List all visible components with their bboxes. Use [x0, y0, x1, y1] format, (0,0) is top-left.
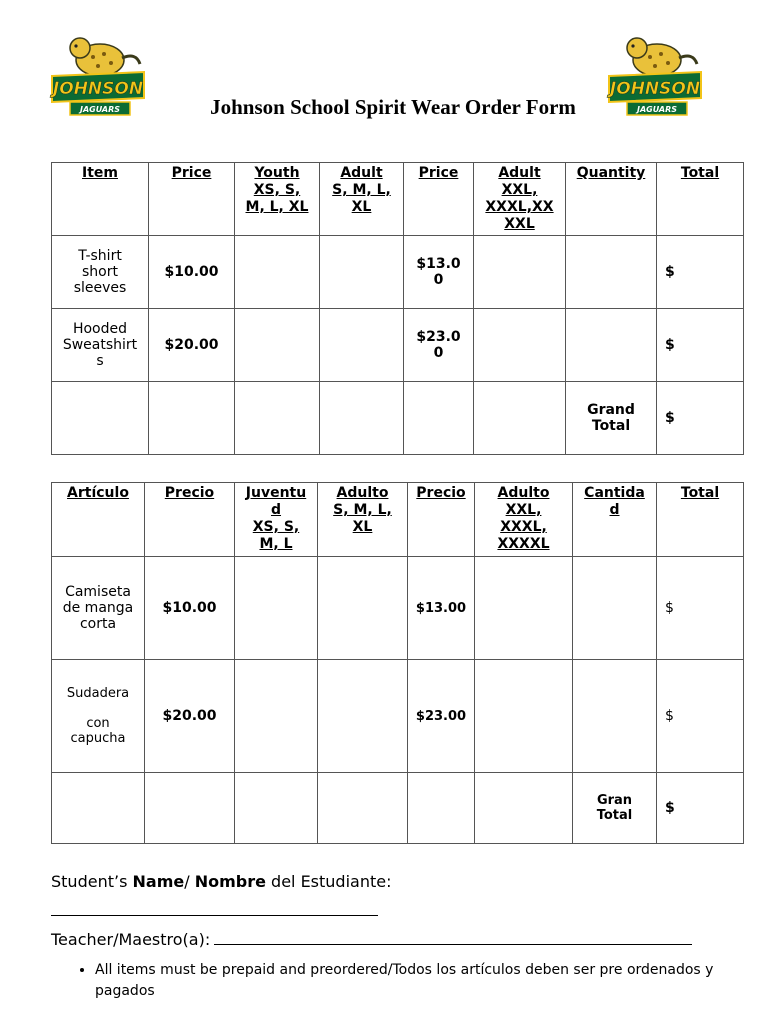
empty-cell — [52, 773, 145, 844]
order-table-english — [51, 162, 744, 455]
notes-list — [73, 960, 735, 1002]
empty-cell — [235, 773, 318, 844]
item-price-large: $23.0 0 — [404, 309, 474, 382]
table-row — [52, 309, 744, 382]
header-youth-sizes: Youth XS, S, M, L, XL — [235, 163, 320, 236]
student-label-prefix: Student’s — [51, 872, 133, 891]
grand-total-value[interactable]: $ — [657, 773, 744, 844]
header-total: Total — [657, 163, 744, 236]
table-header-row — [52, 163, 744, 236]
grand-total-row — [52, 773, 744, 844]
table-row — [52, 660, 744, 773]
student-label-slash: / — [184, 872, 195, 891]
quantity-cell[interactable] — [573, 660, 657, 773]
header-item: Item — [52, 163, 149, 236]
total-cell[interactable]: $ — [657, 236, 744, 309]
grand-total-label: Grand Total — [566, 382, 657, 455]
empty-cell — [404, 382, 474, 455]
empty-cell — [320, 382, 404, 455]
header-quantity: Cantida d — [573, 483, 657, 557]
item-name: T-shirt short sleeves — [52, 236, 149, 309]
item-name: Camiseta de manga corta — [52, 557, 145, 660]
logo-text-bottom: JAGUARS — [80, 105, 120, 114]
grand-total-row — [52, 382, 744, 455]
header-price: Price — [149, 163, 235, 236]
item-price: $20.00 — [145, 660, 235, 773]
logo-text-bottom: JAGUARS — [637, 105, 677, 114]
header-total: Total — [657, 483, 744, 557]
adult-size-cell[interactable] — [318, 660, 408, 773]
adult-large-size-cell[interactable] — [474, 236, 566, 309]
adult-size-cell[interactable] — [318, 557, 408, 660]
table-row — [52, 236, 744, 309]
item-price-large: $23.00 — [408, 660, 475, 773]
teacher-name-field[interactable] — [214, 930, 692, 945]
youth-size-cell[interactable] — [235, 660, 318, 773]
header-quantity: Quantity — [566, 163, 657, 236]
header-adult-sizes: Adult S, M, L, XL — [320, 163, 404, 236]
quantity-cell[interactable] — [573, 557, 657, 660]
total-cell[interactable]: $ — [657, 309, 744, 382]
item-price: $10.00 — [149, 236, 235, 309]
header-youth-sizes: Juventu d XS, S, M, L — [235, 483, 318, 557]
item-price: $20.00 — [149, 309, 235, 382]
adult-large-size-cell[interactable] — [475, 557, 573, 660]
header-adult-large-sizes: Adult XXL, XXXL,XX XXL — [474, 163, 566, 236]
empty-cell — [318, 773, 408, 844]
adult-size-cell[interactable] — [320, 236, 404, 309]
youth-size-cell[interactable] — [235, 236, 320, 309]
student-label-name-en: Name — [132, 872, 185, 891]
total-cell[interactable]: $ — [657, 660, 744, 773]
header-adult-large-sizes: Adulto XXL, XXXL, XXXXL — [475, 483, 573, 557]
empty-cell — [408, 773, 475, 844]
header-item: Artículo — [52, 483, 145, 557]
youth-size-cell[interactable] — [235, 557, 318, 660]
page-title: Johnson School Spirit Wear Order Form — [210, 95, 576, 119]
adult-large-size-cell[interactable] — [474, 309, 566, 382]
quantity-cell[interactable] — [566, 236, 657, 309]
adult-large-size-cell[interactable] — [475, 660, 573, 773]
item-price: $10.00 — [145, 557, 235, 660]
empty-cell — [474, 382, 566, 455]
empty-cell — [149, 382, 235, 455]
header-adult-sizes: Adulto S, M, L, XL — [318, 483, 408, 557]
item-price-large: $13.00 — [408, 557, 475, 660]
header-price: Precio — [145, 483, 235, 557]
table-row — [52, 557, 744, 660]
teacher-line — [51, 930, 692, 949]
youth-size-cell[interactable] — [235, 309, 320, 382]
quantity-cell[interactable] — [566, 309, 657, 382]
adult-size-cell[interactable] — [320, 309, 404, 382]
student-name-label — [51, 872, 391, 891]
empty-cell — [52, 382, 149, 455]
teacher-label: Teacher/Maestro(a): — [51, 930, 211, 949]
total-cell[interactable]: $ — [657, 557, 744, 660]
header-price-large: Price — [404, 163, 474, 236]
item-name: Sudadera con capucha — [52, 660, 145, 773]
student-label-name-es: Nombre — [194, 872, 266, 891]
item-price-large: $13.0 0 — [404, 236, 474, 309]
student-name-field[interactable] — [51, 915, 378, 916]
empty-cell — [235, 382, 320, 455]
logo-text-top: JOHNSON — [609, 79, 701, 99]
header-price-large: Precio — [408, 483, 475, 557]
logo-text-top: JOHNSON — [52, 79, 144, 99]
empty-cell — [475, 773, 573, 844]
item-name: Hooded Sweatshirt s — [52, 309, 149, 382]
table-header-row — [52, 483, 744, 557]
empty-cell — [145, 773, 235, 844]
grand-total-value[interactable]: $ — [657, 382, 744, 455]
student-label-suffix: del Estudiante: — [265, 872, 392, 891]
order-table-spanish — [51, 482, 744, 844]
list-item: • All items must be prepaid and preordered/Todos los artículos deben ser pre ordenados y pagados — [95, 960, 735, 1002]
grand-total-label: Gran Total — [573, 773, 657, 844]
